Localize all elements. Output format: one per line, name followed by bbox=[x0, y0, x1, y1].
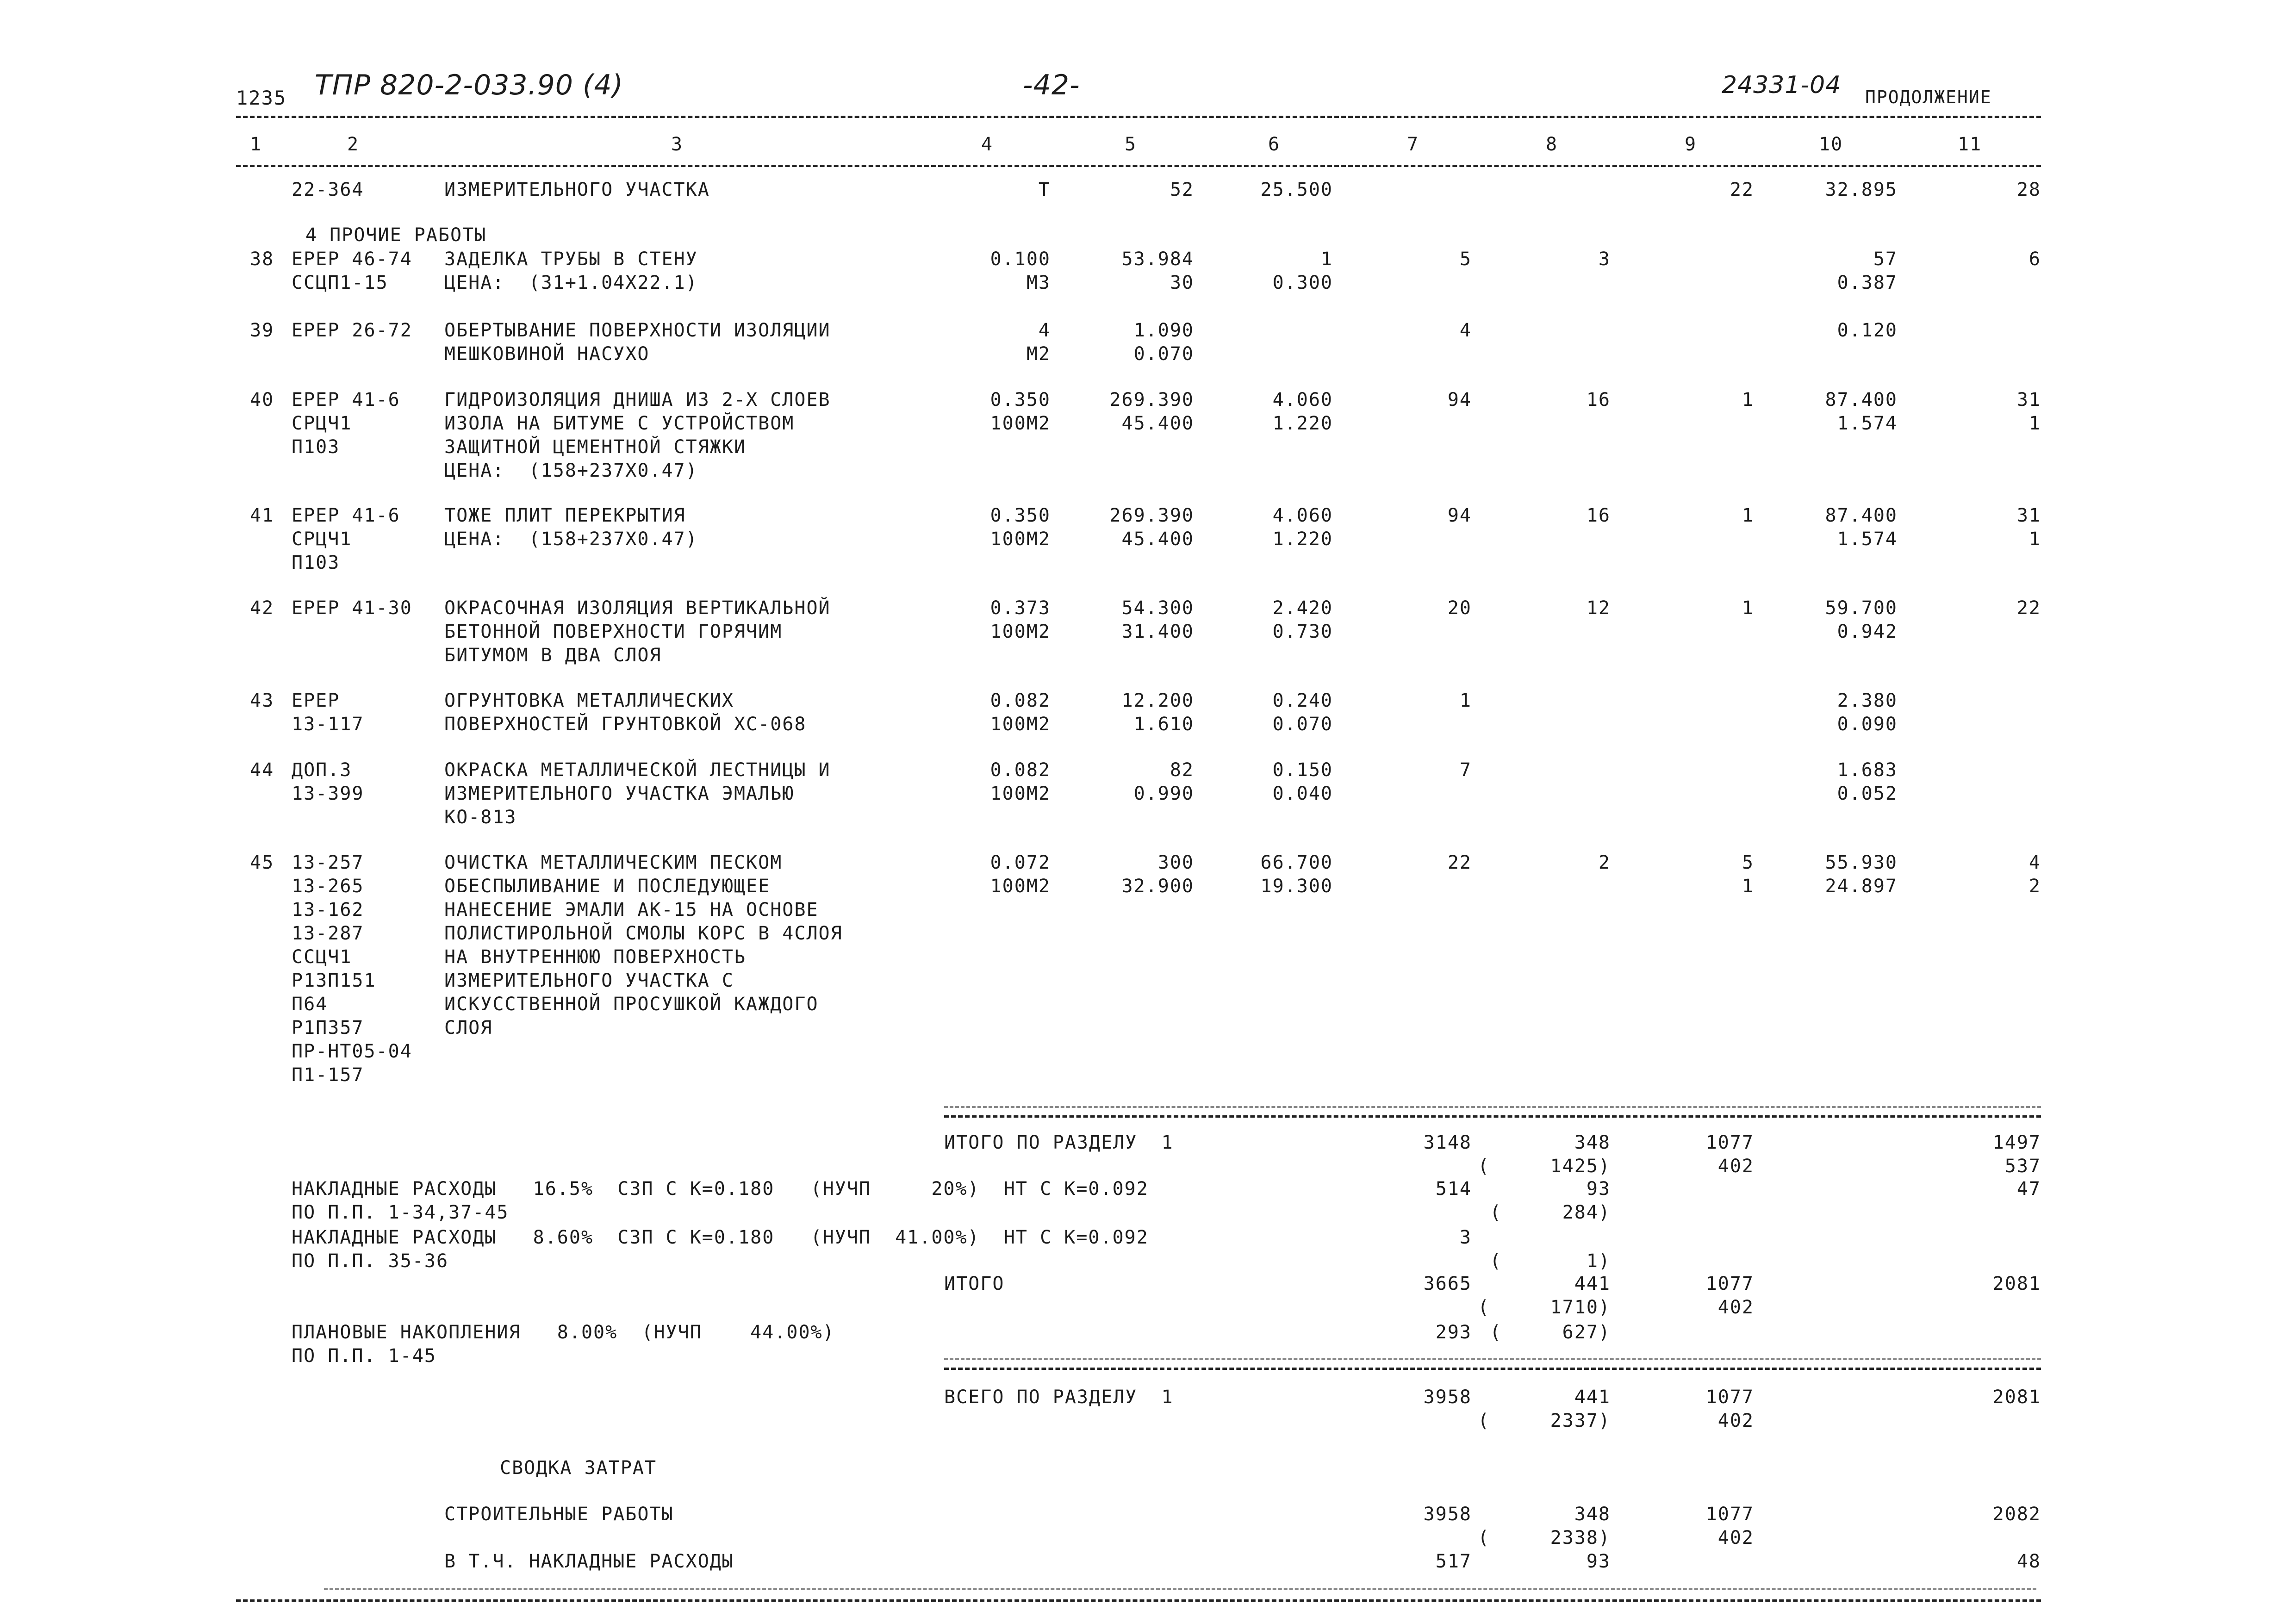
work-description: ЦЕНА: (158+237Х0.47) bbox=[444, 529, 698, 550]
rate-code: 13-257 bbox=[292, 852, 364, 873]
footer-rule-light bbox=[324, 1588, 2036, 1590]
cell-c5: 54.300 bbox=[1121, 597, 1194, 619]
rate-code: ЕРЕР 41-6 bbox=[292, 505, 400, 526]
summary-cell-9: 402 bbox=[1717, 1156, 1754, 1177]
rate-code: ПР-НТ05-04 bbox=[292, 1041, 412, 1062]
summary-cell-11: 2081 bbox=[1992, 1273, 2041, 1294]
total-rule-light bbox=[944, 1358, 2041, 1360]
column-header: 8 bbox=[1546, 134, 1558, 155]
cell-c4: 0.072 bbox=[990, 852, 1051, 873]
cell-c6: 1.220 bbox=[1272, 413, 1333, 434]
rate-code: СРЦЧ1 bbox=[292, 413, 352, 434]
cell-c10: 59.700 bbox=[1825, 597, 1898, 619]
cell-c5: 0.070 bbox=[1133, 343, 1194, 365]
recap-cell-11: 2082 bbox=[1992, 1504, 2041, 1525]
cell-c10: 1.683 bbox=[1837, 759, 1898, 781]
cell-c9: 5 bbox=[1742, 852, 1754, 873]
cell-c10: 87.400 bbox=[1825, 389, 1898, 410]
rate-code: П64 bbox=[292, 994, 328, 1015]
cell-c4: 0.082 bbox=[990, 759, 1051, 781]
rate-code: 13-117 bbox=[292, 714, 364, 735]
work-description: БИТУМОМ В ДВА СЛОЯ bbox=[444, 645, 662, 666]
cell-c10: 1.574 bbox=[1837, 529, 1898, 550]
cell-c4: 0.350 bbox=[990, 389, 1051, 410]
summary-cell-8: ( 627) bbox=[1490, 1322, 1611, 1343]
cell-c10: 0.387 bbox=[1837, 272, 1898, 293]
section-heading: 4 ПРОЧИЕ РАБОТЫ bbox=[305, 224, 487, 246]
cell-c10: 0.052 bbox=[1837, 783, 1898, 804]
estimate-number: 24331-04 bbox=[1722, 71, 1842, 99]
summary-cell-9: 402 bbox=[1717, 1410, 1754, 1431]
rate-code: ЕРЕР 26-72 bbox=[292, 320, 412, 341]
cell-c9: 1 bbox=[1742, 597, 1754, 619]
work-description: ИСКУССТВЕННОЙ ПРОСУШКОЙ КАЖДОГО bbox=[444, 994, 819, 1015]
cell-c5: 45.400 bbox=[1121, 529, 1194, 550]
cell-c10: 55.930 bbox=[1825, 852, 1898, 873]
work-description: НАНЕСЕНИЕ ЭМАЛИ АК-15 НА ОСНОВЕ bbox=[444, 899, 819, 920]
rate-code: 22-364 bbox=[292, 179, 364, 200]
cell-c4: 0.100 bbox=[990, 249, 1051, 270]
summary-label: ИТОГО ПО РАЗДЕЛУ 1 bbox=[944, 1132, 1174, 1153]
work-description: ИЗМЕРИТЕЛЬНОГО УЧАСТКА bbox=[444, 179, 710, 200]
rate-code: СРЦЧ1 bbox=[292, 529, 352, 550]
column-header: 11 bbox=[1958, 134, 1982, 155]
recap-cell-8: ( 2338) bbox=[1478, 1527, 1611, 1548]
cell-c4: 100М2 bbox=[990, 413, 1051, 434]
summary-cell-8: ( 1) bbox=[1490, 1250, 1611, 1272]
summary-cell-7: 3958 bbox=[1423, 1387, 1472, 1408]
cell-c11: 31 bbox=[2016, 389, 2041, 410]
page-number: -42- bbox=[1023, 69, 1080, 101]
cell-c6: 4.060 bbox=[1272, 505, 1333, 526]
summary-cell-8: ( 1425) bbox=[1478, 1156, 1611, 1177]
cell-c4: 4 bbox=[1038, 320, 1051, 341]
cell-c4: Т bbox=[1038, 179, 1051, 200]
cell-c6: 4.060 bbox=[1272, 389, 1333, 410]
cell-c8: 16 bbox=[1586, 505, 1611, 526]
cell-c11: 22 bbox=[2016, 597, 2041, 619]
summary-cell-7: 293 bbox=[1435, 1322, 1472, 1343]
rate-code: ДОП.3 bbox=[292, 759, 352, 781]
cell-c4: М2 bbox=[1026, 343, 1051, 365]
cell-c10: 1.574 bbox=[1837, 413, 1898, 434]
cell-c5: 1.090 bbox=[1133, 320, 1194, 341]
rate-code: Р1П357 bbox=[292, 1017, 364, 1038]
cell-c9: 22 bbox=[1730, 179, 1754, 200]
rate-code: ЕРЕР 46-74 bbox=[292, 249, 412, 270]
cell-c4: 100М2 bbox=[990, 714, 1051, 735]
overhead-note: ПЛАНОВЫЕ НАКОПЛЕНИЯ 8.00% (НУЧП 44.00%) bbox=[292, 1322, 835, 1343]
cell-c5: 30 bbox=[1170, 272, 1194, 293]
summary-label: ВСЕГО ПО РАЗДЕЛУ 1 bbox=[944, 1387, 1174, 1408]
rate-code: ЕРЕР 41-6 bbox=[292, 389, 400, 410]
cell-c10: 24.897 bbox=[1825, 876, 1898, 897]
work-description: ГИДРОИЗОЛЯЦИЯ ДНИША ИЗ 2-Х СЛОЕВ bbox=[444, 389, 831, 410]
summary-cell-11: 47 bbox=[2016, 1178, 2041, 1200]
overhead-note: НАКЛАДНЫЕ РАСХОДЫ 16.5% СЗП С К=0.180 (НУЧП 20%) НТ С К=0.092 bbox=[292, 1178, 1149, 1200]
rate-code: П103 bbox=[292, 436, 340, 458]
row-number: 41 bbox=[250, 505, 274, 526]
summary-cell-8: 441 bbox=[1574, 1387, 1611, 1408]
work-description: ИЗМЕРИТЕЛЬНОГО УЧАСТКА ЭМАЛЬЮ bbox=[444, 783, 795, 804]
cell-c5: 0.990 bbox=[1133, 783, 1194, 804]
summary-cell-11: 1497 bbox=[1992, 1132, 2041, 1153]
column-header: 4 bbox=[981, 134, 994, 155]
cell-c5: 31.400 bbox=[1121, 621, 1194, 642]
summary-cell-8: ( 284) bbox=[1490, 1202, 1611, 1223]
header-rule-top bbox=[236, 116, 2041, 118]
cell-c5: 300 bbox=[1157, 852, 1194, 873]
cell-c6: 0.240 bbox=[1272, 690, 1333, 711]
cell-c10: 87.400 bbox=[1825, 505, 1898, 526]
cell-c6: 0.040 bbox=[1272, 783, 1333, 804]
summary-cell-8: 441 bbox=[1574, 1273, 1611, 1294]
column-header: 6 bbox=[1268, 134, 1281, 155]
work-description: ТОЖЕ ПЛИТ ПЕРЕКРЫТИЯ bbox=[444, 505, 686, 526]
rate-code: ССЦП1-15 bbox=[292, 272, 388, 293]
work-description: КО-813 bbox=[444, 807, 517, 828]
cell-c4: 100М2 bbox=[990, 876, 1051, 897]
cell-c7: 94 bbox=[1447, 389, 1472, 410]
cell-c5: 52 bbox=[1170, 179, 1194, 200]
rate-code: ССЦЧ1 bbox=[292, 946, 352, 968]
recap-cell-9: 402 bbox=[1717, 1527, 1754, 1548]
cell-c11: 2 bbox=[2028, 876, 2041, 897]
cell-c8: 12 bbox=[1586, 597, 1611, 619]
row-number: 45 bbox=[250, 852, 274, 873]
work-description: ОКРАСКА МЕТАЛЛИЧЕСКОЙ ЛЕСТНИЦЫ И bbox=[444, 759, 831, 781]
rate-code: 13-399 bbox=[292, 783, 364, 804]
cell-c5: 45.400 bbox=[1121, 413, 1194, 434]
rate-code: П1-157 bbox=[292, 1064, 364, 1086]
cell-c7: 20 bbox=[1447, 597, 1472, 619]
cell-c11: 1 bbox=[2028, 529, 2041, 550]
recap-cell-11: 48 bbox=[2016, 1551, 2041, 1572]
summary-cell-7: 3665 bbox=[1423, 1273, 1472, 1294]
work-description: БЕТОННОЙ ПОВЕРХНОСТИ ГОРЯЧИМ bbox=[444, 621, 783, 642]
recap-cell-8: 93 bbox=[1586, 1551, 1611, 1572]
row-number: 42 bbox=[250, 597, 274, 619]
column-header: 2 bbox=[347, 134, 360, 155]
cell-c4: М3 bbox=[1026, 272, 1051, 293]
summary-rule-light bbox=[944, 1106, 2041, 1108]
column-header: 3 bbox=[671, 134, 684, 155]
cell-c7: 5 bbox=[1459, 249, 1472, 270]
column-header: 10 bbox=[1819, 134, 1843, 155]
work-description: ОКРАСОЧНАЯ ИЗОЛЯЦИЯ ВЕРТИКАЛЬНОЙ bbox=[444, 597, 831, 619]
cell-c4: 100М2 bbox=[990, 529, 1051, 550]
cell-c11: 4 bbox=[2028, 852, 2041, 873]
cell-c9: 1 bbox=[1742, 389, 1754, 410]
cell-c10: 2.380 bbox=[1837, 690, 1898, 711]
cell-c8: 3 bbox=[1598, 249, 1611, 270]
rate-code: ЕРЕР 41-30 bbox=[292, 597, 412, 619]
row-number: 43 bbox=[250, 690, 274, 711]
row-number: 40 bbox=[250, 389, 274, 410]
summary-cell-8: ( 1710) bbox=[1478, 1297, 1611, 1318]
summary-rule bbox=[944, 1115, 2041, 1118]
cell-c10: 57 bbox=[1873, 249, 1898, 270]
summary-cell-8: 93 bbox=[1586, 1178, 1611, 1200]
cell-c4: 0.350 bbox=[990, 505, 1051, 526]
overhead-note: ПО П.П. 35-36 bbox=[292, 1250, 449, 1272]
work-description: ОБЕСПЫЛИВАНИЕ И ПОСЛЕДУЮЩЕЕ bbox=[444, 876, 771, 897]
rate-code: 13-162 bbox=[292, 899, 364, 920]
cell-c8: 2 bbox=[1598, 852, 1611, 873]
summary-cell-9: 1077 bbox=[1705, 1273, 1754, 1294]
recap-label: В Т.Ч. НАКЛАДНЫЕ РАСХОДЫ bbox=[444, 1551, 734, 1572]
column-header: 1 bbox=[250, 134, 262, 155]
work-description: ПОВЕРХНОСТЕЙ ГРУНТОВКОЙ ХС-068 bbox=[444, 714, 807, 735]
column-header: 9 bbox=[1685, 134, 1697, 155]
work-description: СЛОЯ bbox=[444, 1017, 493, 1038]
work-description: МЕШКОВИНОЙ НАСУХО bbox=[444, 343, 650, 365]
work-description: ОГРУНТОВКА МЕТАЛЛИЧЕСКИХ bbox=[444, 690, 734, 711]
cell-c5: 12.200 bbox=[1121, 690, 1194, 711]
cell-c7: 22 bbox=[1447, 852, 1472, 873]
recap-cell-7: 517 bbox=[1435, 1551, 1472, 1572]
row-number: 38 bbox=[250, 249, 274, 270]
recap-title: СВОДКА ЗАТРАТ bbox=[500, 1457, 657, 1479]
cell-c7: 7 bbox=[1459, 759, 1472, 781]
summary-cell-9: 1077 bbox=[1705, 1387, 1754, 1408]
summary-label: ИТОГО bbox=[944, 1273, 1005, 1294]
recap-cell-8: 348 bbox=[1574, 1504, 1611, 1525]
cell-c4: 0.373 bbox=[990, 597, 1051, 619]
work-description: ЗАДЕЛКА ТРУБЫ В СТЕНУ bbox=[444, 249, 698, 270]
cell-c6: 0.730 bbox=[1272, 621, 1333, 642]
work-description: ИЗМЕРИТЕЛЬНОГО УЧАСТКА С bbox=[444, 970, 734, 991]
cell-c6: 1 bbox=[1320, 249, 1333, 270]
cell-c10: 0.090 bbox=[1837, 714, 1898, 735]
total-rule bbox=[944, 1368, 2041, 1370]
cell-c7: 1 bbox=[1459, 690, 1472, 711]
cell-c6: 0.300 bbox=[1272, 272, 1333, 293]
work-description: ОБЕРТЫВАНИЕ ПОВЕРХНОСТИ ИЗОЛЯЦИИ bbox=[444, 320, 831, 341]
cell-c6: 0.150 bbox=[1272, 759, 1333, 781]
summary-cell-11: 537 bbox=[2004, 1156, 2041, 1177]
work-description: ИЗОЛА НА БИТУМЕ С УСТРОЙСТВОМ bbox=[444, 413, 795, 434]
cell-c4: 100М2 bbox=[990, 621, 1051, 642]
overhead-note: ПО П.П. 1-45 bbox=[292, 1345, 436, 1367]
cell-c5: 269.390 bbox=[1109, 505, 1194, 526]
rate-code: ЕРЕР bbox=[292, 690, 340, 711]
summary-cell-8: 348 bbox=[1574, 1132, 1611, 1153]
summary-cell-9: 402 bbox=[1717, 1297, 1754, 1318]
cell-c4: 0.082 bbox=[990, 690, 1051, 711]
cell-c5: 1.610 bbox=[1133, 714, 1194, 735]
column-header: 7 bbox=[1407, 134, 1419, 155]
cell-c6: 66.700 bbox=[1260, 852, 1333, 873]
rate-code: 13-287 bbox=[292, 923, 364, 944]
column-header: 5 bbox=[1125, 134, 1137, 155]
cell-c5: 53.984 bbox=[1121, 249, 1194, 270]
cell-c10: 0.942 bbox=[1837, 621, 1898, 642]
rate-code: Р13П151 bbox=[292, 970, 376, 991]
cell-c6: 25.500 bbox=[1260, 179, 1333, 200]
cell-c5: 82 bbox=[1170, 759, 1194, 781]
cell-c9: 1 bbox=[1742, 505, 1754, 526]
cell-c4: 100М2 bbox=[990, 783, 1051, 804]
cell-c5: 32.900 bbox=[1121, 876, 1194, 897]
cell-c10: 0.120 bbox=[1837, 320, 1898, 341]
work-description: ЗАЩИТНОЙ ЦЕМЕНТНОЙ СТЯЖКИ bbox=[444, 436, 747, 458]
row-number: 39 bbox=[250, 320, 274, 341]
cell-c6: 2.420 bbox=[1272, 597, 1333, 619]
recap-cell-9: 1077 bbox=[1705, 1504, 1754, 1525]
rate-code: П103 bbox=[292, 552, 340, 573]
cell-c11: 1 bbox=[2028, 413, 2041, 434]
work-description: НА ВНУТРЕННЮЮ ПОВЕРХНОСТЬ bbox=[444, 946, 747, 968]
summary-cell-11: 2081 bbox=[1992, 1387, 2041, 1408]
overhead-note: ПО П.П. 1-34,37-45 bbox=[292, 1202, 509, 1223]
overhead-note: НАКЛАДНЫЕ РАСХОДЫ 8.60% СЗП С К=0.180 (НУЧП 41.00%) НТ С К=0.092 bbox=[292, 1227, 1149, 1248]
recap-cell-7: 3958 bbox=[1423, 1504, 1472, 1525]
rate-code: 13-265 bbox=[292, 876, 364, 897]
row-number: 44 bbox=[250, 759, 274, 781]
recap-label: СТРОИТЕЛЬНЫЕ РАБОТЫ bbox=[444, 1504, 674, 1525]
cell-c11: 6 bbox=[2028, 249, 2041, 270]
work-description: ОЧИСТКА МЕТАЛЛИЧЕСКИМ ПЕСКОМ bbox=[444, 852, 783, 873]
footer-rule bbox=[236, 1599, 2041, 1602]
cell-c11: 31 bbox=[2016, 505, 2041, 526]
cell-c7: 94 bbox=[1447, 505, 1472, 526]
work-description: ЦЕНА: (158+237Х0.47) bbox=[444, 460, 698, 481]
continued-label: ПРОДОЛЖЕНИЕ bbox=[1865, 87, 1992, 107]
summary-cell-9: 1077 bbox=[1705, 1132, 1754, 1153]
cell-c11: 28 bbox=[2016, 179, 2041, 200]
cell-c10: 32.895 bbox=[1825, 179, 1898, 200]
cell-c8: 16 bbox=[1586, 389, 1611, 410]
header-rule-bottom bbox=[236, 165, 2041, 167]
sheet-number: 1235 bbox=[236, 87, 287, 109]
cell-c5: 269.390 bbox=[1109, 389, 1194, 410]
summary-cell-7: 3 bbox=[1459, 1227, 1472, 1248]
work-description: ЦЕНА: (31+1.04Х22.1) bbox=[444, 272, 698, 293]
summary-cell-7: 514 bbox=[1435, 1178, 1472, 1200]
cell-c6: 0.070 bbox=[1272, 714, 1333, 735]
document-code: ТПР 820-2-033.90 (4) bbox=[315, 69, 624, 101]
cell-c9: 1 bbox=[1742, 876, 1754, 897]
cell-c7: 4 bbox=[1459, 320, 1472, 341]
summary-cell-8: ( 2337) bbox=[1478, 1410, 1611, 1431]
work-description: ПОЛИСТИРОЛЬНОЙ СМОЛЫ КОРС В 4СЛОЯ bbox=[444, 923, 843, 944]
cell-c6: 19.300 bbox=[1260, 876, 1333, 897]
summary-cell-7: 3148 bbox=[1423, 1132, 1472, 1153]
cell-c6: 1.220 bbox=[1272, 529, 1333, 550]
